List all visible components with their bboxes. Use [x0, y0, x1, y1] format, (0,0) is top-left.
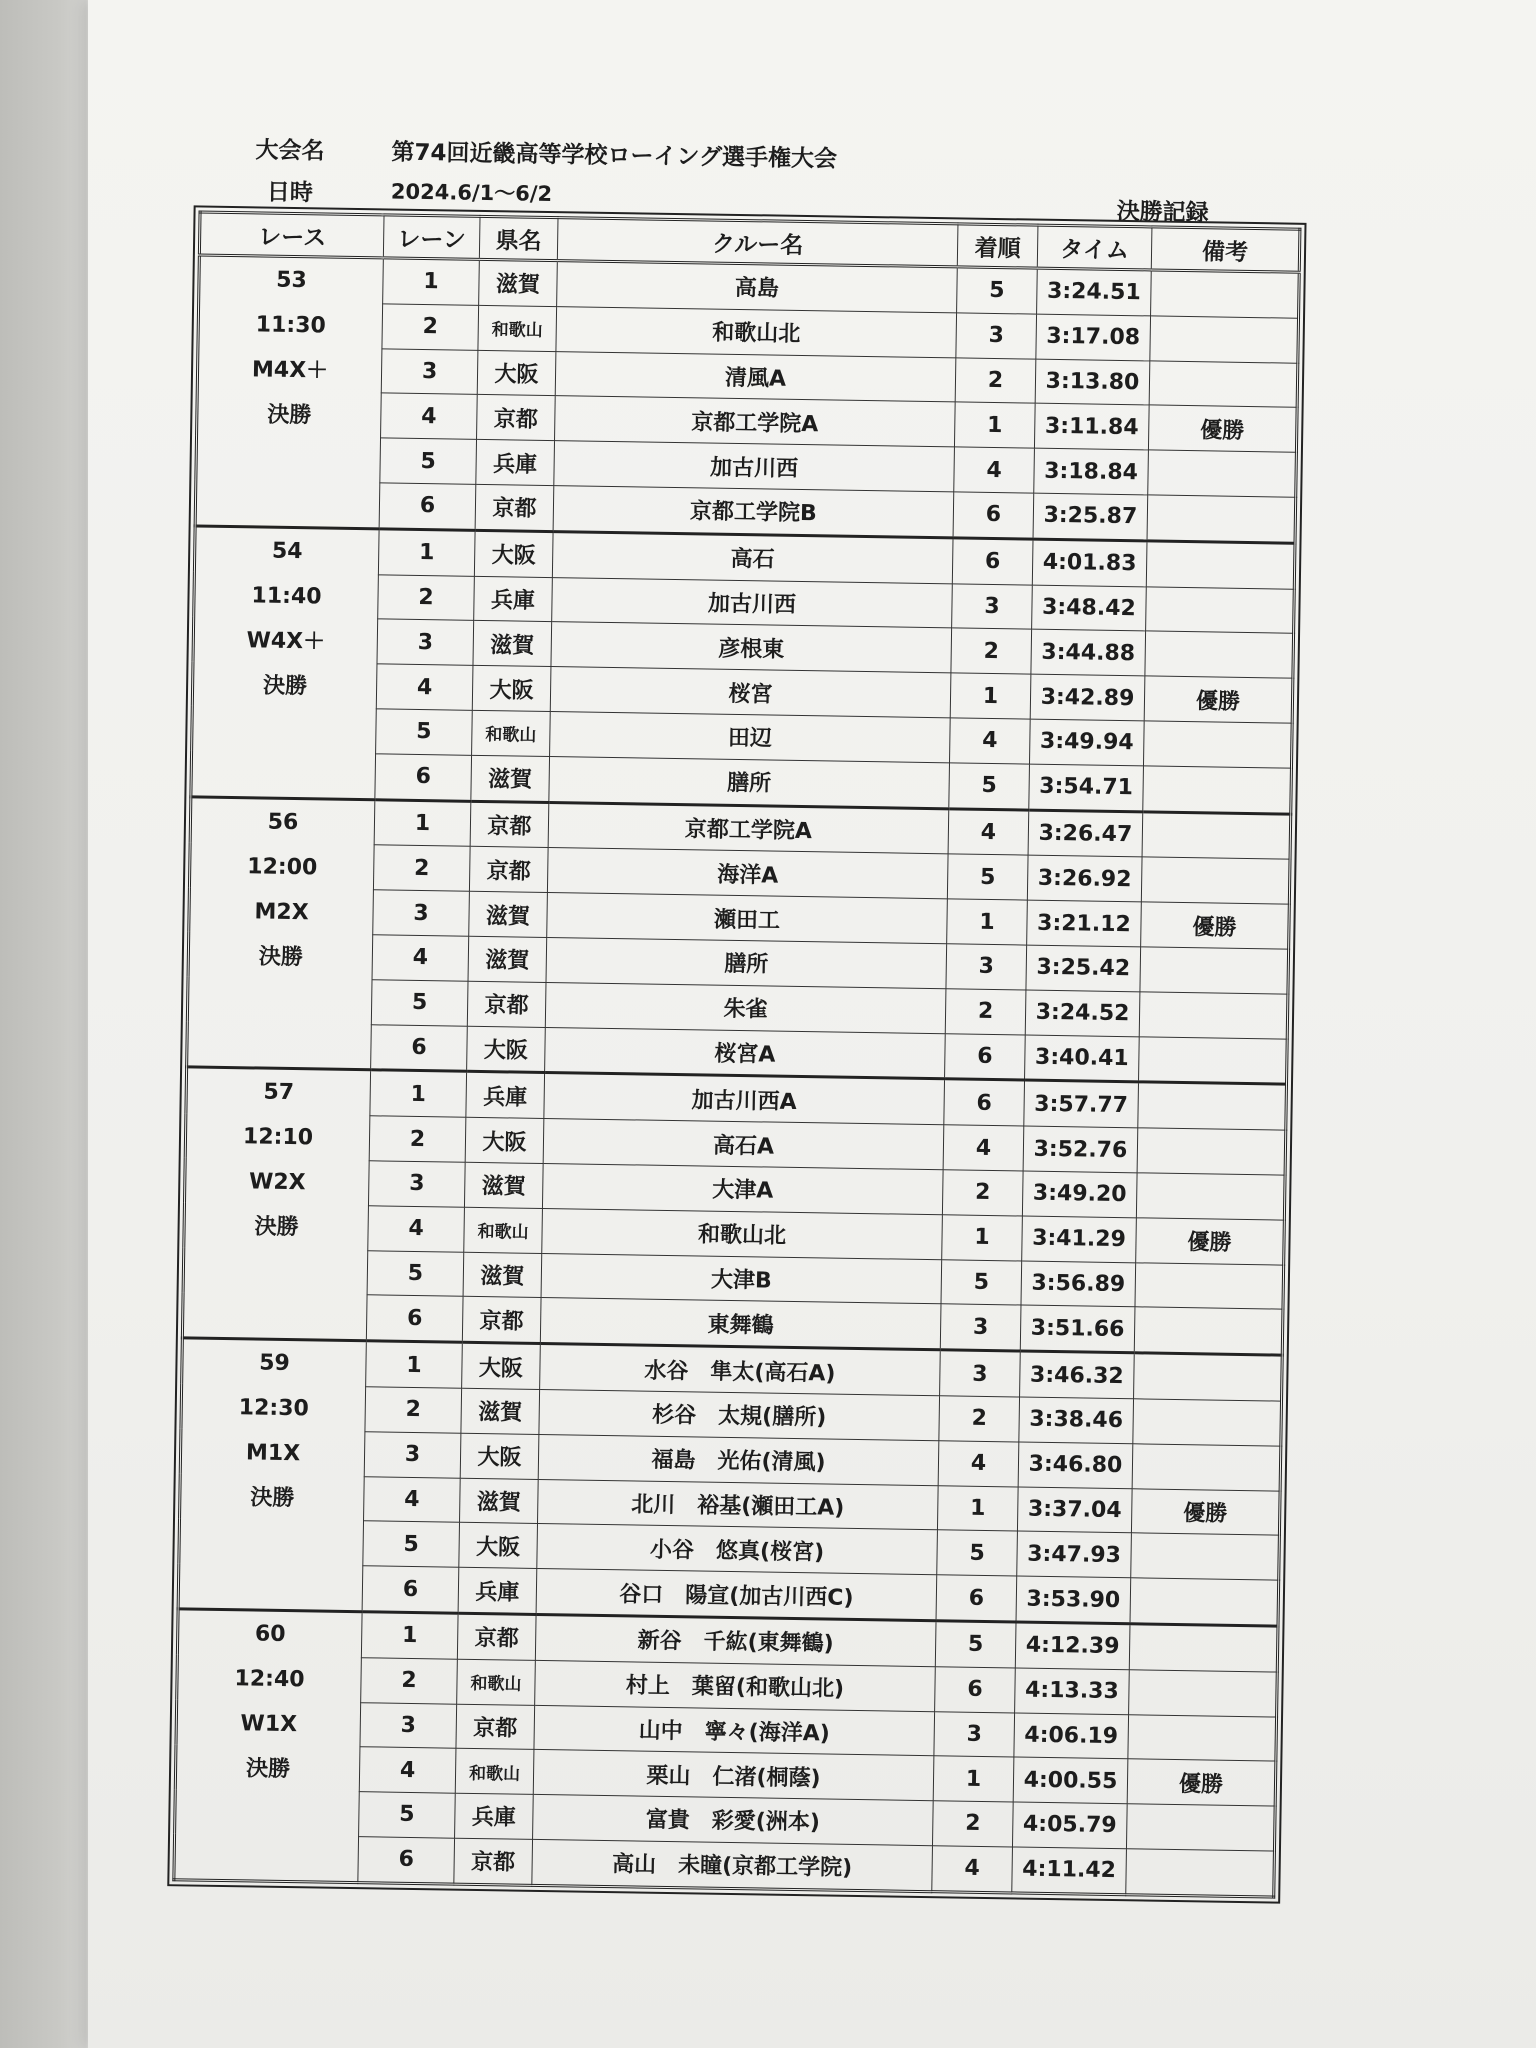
lane-cell: 6	[371, 1024, 468, 1071]
lane-cell: 4	[359, 1747, 456, 1793]
place-cell: 3	[952, 583, 1033, 629]
note-cell	[1129, 1669, 1278, 1716]
column-header: レース	[199, 212, 384, 258]
note-cell	[1134, 1307, 1283, 1355]
crew-name-cell: 村上 葉留(和歌山北)	[535, 1660, 936, 1711]
time-cell: 3:52.76	[1023, 1126, 1138, 1173]
note-cell	[1142, 811, 1291, 859]
time-cell: 4:12.39	[1015, 1622, 1130, 1670]
lane-cell: 2	[369, 1116, 466, 1162]
prefecture-cell: 和歌山	[457, 1659, 536, 1705]
place-cell: 6	[944, 1079, 1025, 1126]
place-cell: 1	[954, 402, 1035, 448]
column-header: 着順	[957, 224, 1038, 268]
prefecture-cell: 滋賀	[479, 259, 558, 306]
crew-name-cell: 京都工学院A	[555, 396, 956, 447]
race-number: 60	[254, 1621, 286, 1647]
date-label: 日時	[266, 179, 314, 207]
record-type: 決勝記録	[1116, 198, 1209, 227]
place-cell: 3	[934, 1711, 1015, 1757]
crew-name-cell: 膳所	[546, 937, 947, 988]
time-cell: 3:49.94	[1029, 719, 1144, 766]
lane-cell: 4	[368, 1205, 465, 1251]
note-cell	[1129, 1624, 1278, 1672]
lane-cell: 5	[371, 980, 468, 1026]
lane-cell: 6	[362, 1566, 459, 1613]
prefecture-cell: 京都	[469, 847, 548, 893]
prefecture-cell: 和歌山	[464, 1207, 543, 1253]
lane-cell: 6	[366, 1295, 463, 1342]
note-cell: 優勝	[1148, 405, 1297, 452]
crew-name-cell: 京都工学院A	[548, 802, 949, 854]
crew-name-cell: 加古川西A	[544, 1073, 945, 1125]
time-cell: 3:44.88	[1031, 629, 1146, 676]
crew-name-cell: 田辺	[550, 712, 951, 763]
race-info-cell	[195, 255, 383, 529]
place-cell: 4	[948, 808, 1029, 855]
prefecture-cell: 京都	[456, 1704, 535, 1750]
prefecture-cell: 大阪	[474, 530, 553, 577]
race-start-time: 11:40	[251, 583, 322, 610]
lane-cell: 5	[367, 1250, 464, 1296]
crew-name-cell: 小谷 悠真(桜宮)	[537, 1524, 938, 1575]
time-cell: 4:01.83	[1032, 539, 1147, 587]
place-cell: 2	[955, 357, 1036, 403]
crew-name-cell: 瀬田工	[547, 893, 948, 944]
place-cell: 5	[947, 854, 1028, 900]
results-body	[174, 255, 1299, 1897]
crew-name-cell: 栗山 仁渚(桐蔭)	[533, 1750, 934, 1801]
race-number: 54	[271, 538, 303, 564]
time-cell: 3:25.87	[1033, 493, 1148, 541]
place-cell: 6	[952, 538, 1033, 585]
crew-name-cell: 富貴 彩愛(洲本)	[533, 1795, 934, 1846]
lane-cell: 3	[368, 1161, 465, 1207]
note-cell	[1139, 1036, 1288, 1084]
race-round: 決勝	[254, 1214, 299, 1241]
crew-name-cell: 東舞鶴	[540, 1298, 941, 1350]
place-cell: 2	[932, 1801, 1013, 1847]
crew-name-cell: 高石A	[543, 1119, 944, 1170]
place-cell: 2	[939, 1396, 1020, 1442]
time-cell: 3:46.32	[1020, 1351, 1135, 1399]
time-cell: 3:53.90	[1016, 1576, 1131, 1624]
note-cell	[1132, 1444, 1281, 1491]
place-cell: 2	[942, 1170, 1023, 1216]
race-round: 決勝	[245, 1756, 291, 1782]
note-cell	[1133, 1399, 1282, 1446]
lane-cell: 4	[364, 1476, 461, 1522]
prefecture-cell: 滋賀	[461, 1388, 540, 1434]
lane-cell: 5	[380, 438, 477, 484]
crew-name-cell: 加古川西	[554, 441, 955, 492]
place-cell: 5	[949, 763, 1030, 810]
note-cell: 優勝	[1141, 902, 1290, 949]
place-cell: 3	[956, 313, 1037, 359]
lane-cell: 1	[370, 1070, 467, 1117]
note-cell	[1131, 1533, 1280, 1580]
meet-label: 大会名	[255, 137, 325, 165]
time-cell: 3:11.84	[1034, 404, 1149, 451]
prefecture-cell: 京都	[475, 484, 554, 531]
place-cell: 1	[942, 1215, 1023, 1261]
note-cell	[1141, 857, 1290, 904]
lane-cell: 5	[363, 1521, 460, 1567]
place-cell: 4	[950, 718, 1031, 764]
race-event: W4X＋	[246, 628, 326, 655]
crew-name-cell: 和歌山北	[542, 1208, 943, 1259]
prefecture-cell: 京都	[477, 395, 556, 441]
race-event: M4X＋	[251, 357, 329, 384]
time-cell: 3:48.42	[1032, 585, 1147, 632]
lane-cell: 1	[383, 258, 480, 305]
lane-cell: 4	[376, 664, 473, 710]
prefecture-cell: 大阪	[460, 1433, 539, 1479]
lane-cell: 4	[381, 393, 478, 439]
race-round: 決勝	[250, 1485, 295, 1512]
note-cell	[1126, 1849, 1275, 1897]
time-cell: 3:24.51	[1037, 268, 1152, 316]
prefecture-cell: 和歌山	[455, 1748, 534, 1794]
time-cell: 3:37.04	[1017, 1487, 1132, 1534]
crew-name-cell: 北川 裕基(瀬田工A)	[537, 1479, 938, 1530]
prefecture-cell: 大阪	[459, 1523, 538, 1569]
note-cell	[1145, 631, 1294, 678]
lane-cell: 1	[374, 799, 471, 846]
prefecture-cell: 滋賀	[464, 1162, 543, 1208]
note-cell	[1138, 1082, 1287, 1130]
race-info-cell	[187, 796, 375, 1070]
race-number: 57	[263, 1079, 295, 1106]
time-cell: 3:56.89	[1021, 1261, 1136, 1308]
crew-name-cell: 谷口 陽宣(加古川西C)	[536, 1569, 937, 1621]
prefecture-cell: 滋賀	[468, 936, 547, 982]
crew-name-cell: 水谷 隼太(高石A)	[540, 1344, 941, 1396]
note-cell	[1151, 270, 1300, 318]
prefecture-cell: 京都	[462, 1297, 541, 1344]
prefecture-cell: 滋賀	[471, 755, 550, 802]
note-cell	[1146, 586, 1295, 633]
time-cell: 3:51.66	[1020, 1305, 1135, 1353]
prefecture-cell: 大阪	[477, 350, 556, 396]
race-start-time: 12:30	[238, 1395, 309, 1422]
race-event: W2X	[248, 1169, 306, 1196]
crew-name-cell: 桜宮A	[545, 1027, 946, 1079]
crew-name-cell: 高山 未瞳(京都工学院)	[532, 1839, 933, 1891]
lane-cell: 2	[361, 1657, 458, 1703]
note-cell: 優勝	[1136, 1218, 1285, 1265]
place-cell: 4	[932, 1846, 1013, 1893]
place-cell: 5	[937, 1530, 1018, 1576]
results-table	[172, 210, 1301, 1898]
note-cell	[1128, 1714, 1277, 1761]
time-cell: 3:41.29	[1022, 1216, 1137, 1263]
lane-cell: 6	[358, 1837, 455, 1884]
place-cell: 1	[950, 673, 1031, 719]
place-cell: 3	[946, 944, 1027, 990]
race-round: 決勝	[262, 673, 308, 700]
crew-name-cell: 高島	[557, 261, 958, 313]
prefecture-cell: 大阪	[467, 1026, 546, 1073]
note-cell	[1137, 1128, 1286, 1175]
time-cell: 3:26.47	[1028, 810, 1143, 858]
crew-name-cell: 山中 寧々(海洋A)	[534, 1705, 935, 1756]
place-cell: 2	[945, 989, 1026, 1035]
crew-name-cell: 大津B	[541, 1253, 942, 1304]
place-cell: 3	[940, 1350, 1021, 1397]
time-cell: 3:38.46	[1019, 1397, 1134, 1444]
note-cell	[1149, 361, 1298, 408]
race-number: 53	[275, 267, 308, 294]
column-header: 備考	[1151, 227, 1300, 272]
prefecture-cell: 和歌山	[478, 305, 557, 351]
crew-name-cell: 加古川西	[552, 577, 953, 628]
column-header: タイム	[1037, 225, 1152, 270]
note-cell: 優勝	[1131, 1488, 1280, 1535]
column-header: クルー名	[557, 218, 958, 267]
meet-name: 第74回近畿高等学校ローイング選手権大会	[391, 139, 838, 173]
column-header: レーン	[383, 215, 480, 260]
place-cell: 2	[951, 628, 1032, 674]
race-info-cell	[178, 1338, 366, 1612]
time-cell: 3:46.80	[1018, 1442, 1133, 1489]
note-cell	[1147, 495, 1296, 543]
crew-name-cell: 朱雀	[545, 982, 946, 1033]
note-cell	[1139, 992, 1288, 1039]
time-cell: 3:18.84	[1034, 448, 1149, 495]
time-cell: 3:49.20	[1022, 1171, 1137, 1218]
lane-cell: 2	[373, 845, 470, 891]
race-event: M1X	[245, 1440, 301, 1467]
time-cell: 3:13.80	[1035, 359, 1150, 406]
note-cell	[1135, 1262, 1284, 1309]
place-cell: 5	[935, 1621, 1016, 1668]
prefecture-cell: 滋賀	[473, 621, 552, 667]
lane-cell: 1	[366, 1341, 463, 1388]
race-info-cell	[174, 1609, 362, 1883]
lane-cell: 4	[372, 935, 469, 981]
prefecture-cell: 兵庫	[474, 576, 553, 622]
crew-name-cell: 新谷 千紘(東舞鶴)	[535, 1614, 936, 1666]
race-event: M2X	[254, 898, 309, 925]
lane-cell: 3	[381, 348, 478, 394]
time-cell: 3:21.12	[1027, 900, 1142, 947]
note-cell	[1136, 1173, 1285, 1220]
place-cell: 5	[957, 267, 1038, 314]
column-header: 県名	[479, 216, 558, 260]
date-value: 2024.6/1～6/2	[390, 179, 553, 207]
lane-cell: 5	[359, 1792, 456, 1838]
time-cell: 4:13.33	[1015, 1668, 1130, 1715]
race-number: 56	[267, 809, 299, 835]
crew-name-cell: 福島 光佑(清風)	[538, 1434, 939, 1485]
time-cell: 4:11.42	[1012, 1847, 1127, 1895]
race-start-time: 12:40	[234, 1666, 305, 1693]
place-cell: 6	[953, 492, 1034, 539]
crew-name-cell: 彦根東	[551, 622, 952, 673]
crew-name-cell: 桜宮	[550, 667, 951, 718]
crew-name-cell: 高石	[552, 531, 953, 583]
race-round: 決勝	[258, 944, 304, 970]
race-info-cell	[182, 1067, 370, 1341]
note-cell	[1126, 1804, 1275, 1851]
crew-name-cell: 海洋A	[547, 848, 948, 899]
place-cell: 4	[954, 447, 1035, 493]
prefecture-cell: 兵庫	[466, 1072, 545, 1119]
lane-cell: 3	[377, 619, 474, 665]
prefecture-cell: 京都	[454, 1838, 533, 1885]
note-cell	[1143, 721, 1292, 768]
prefecture-cell: 兵庫	[476, 440, 555, 486]
crew-name-cell: 清風A	[555, 351, 956, 402]
note-cell	[1146, 541, 1295, 589]
prefecture-cell: 京都	[467, 981, 546, 1027]
race-start-time: 12:00	[247, 853, 318, 880]
time-cell: 4:05.79	[1012, 1802, 1127, 1849]
note-cell	[1143, 766, 1292, 814]
place-cell: 1	[933, 1756, 1014, 1802]
lane-cell: 1	[361, 1612, 458, 1659]
time-cell: 4:06.19	[1014, 1712, 1129, 1759]
race-start-time: 11:30	[255, 312, 326, 339]
prefecture-cell: 大阪	[472, 665, 551, 711]
lane-cell: 1	[378, 529, 475, 576]
place-cell: 6	[936, 1575, 1017, 1622]
prefecture-cell: 京都	[457, 1613, 536, 1660]
race-start-time: 12:10	[242, 1124, 314, 1151]
note-cell	[1134, 1353, 1283, 1401]
crew-name-cell: 杉谷 太規(膳所)	[539, 1389, 940, 1440]
lane-cell: 2	[382, 304, 479, 350]
crew-name-cell: 和歌山北	[556, 306, 957, 357]
prefecture-cell: 兵庫	[455, 1793, 534, 1839]
time-cell: 3:47.93	[1017, 1531, 1132, 1578]
prefecture-cell: 大阪	[462, 1342, 541, 1389]
prefecture-cell: 和歌山	[472, 710, 551, 756]
race-event: W1X	[240, 1711, 298, 1738]
lane-cell: 3	[373, 890, 470, 936]
prefecture-cell: 滋賀	[469, 891, 548, 937]
time-cell: 3:17.08	[1036, 314, 1151, 361]
time-cell: 3:42.89	[1030, 674, 1145, 721]
race-info-cell	[191, 526, 379, 800]
time-cell: 3:24.52	[1025, 990, 1140, 1037]
prefecture-cell: 兵庫	[458, 1567, 537, 1614]
crew-name-cell: 膳所	[549, 756, 950, 808]
time-cell: 3:54.71	[1029, 764, 1144, 812]
place-cell: 6	[935, 1666, 1016, 1712]
prefecture-cell: 京都	[470, 801, 549, 848]
note-cell	[1130, 1578, 1279, 1626]
prefecture-cell: 滋賀	[460, 1478, 539, 1524]
lane-cell: 3	[360, 1702, 457, 1748]
note-cell	[1148, 450, 1297, 497]
race-number: 59	[258, 1350, 290, 1377]
time-cell: 3:57.77	[1024, 1080, 1139, 1128]
place-cell: 4	[938, 1440, 1019, 1486]
lane-cell: 6	[375, 754, 472, 801]
place-cell: 1	[937, 1485, 1018, 1531]
lane-cell: 2	[378, 574, 475, 620]
time-cell: 4:00.55	[1013, 1757, 1128, 1804]
time-cell: 3:40.41	[1025, 1035, 1140, 1083]
lane-cell: 2	[365, 1387, 462, 1433]
lane-cell: 5	[376, 709, 473, 755]
time-cell: 3:26.92	[1027, 855, 1142, 902]
prefecture-cell: 滋賀	[463, 1252, 542, 1298]
note-cell	[1140, 947, 1289, 994]
crew-name-cell: 京都工学院B	[553, 486, 954, 538]
place-cell: 5	[941, 1259, 1022, 1305]
prefecture-cell: 大阪	[465, 1117, 544, 1163]
place-cell: 4	[943, 1125, 1024, 1171]
lane-cell: 3	[364, 1431, 461, 1477]
crew-name-cell: 大津A	[542, 1163, 943, 1214]
place-cell: 1	[947, 899, 1028, 945]
place-cell: 6	[945, 1033, 1026, 1080]
note-cell: 優勝	[1127, 1759, 1276, 1806]
note-cell	[1150, 316, 1299, 363]
note-cell: 優勝	[1144, 676, 1293, 723]
lane-cell: 6	[379, 483, 476, 530]
place-cell: 3	[940, 1304, 1021, 1351]
time-cell: 3:25.42	[1026, 945, 1141, 992]
race-round: 決勝	[267, 402, 312, 429]
